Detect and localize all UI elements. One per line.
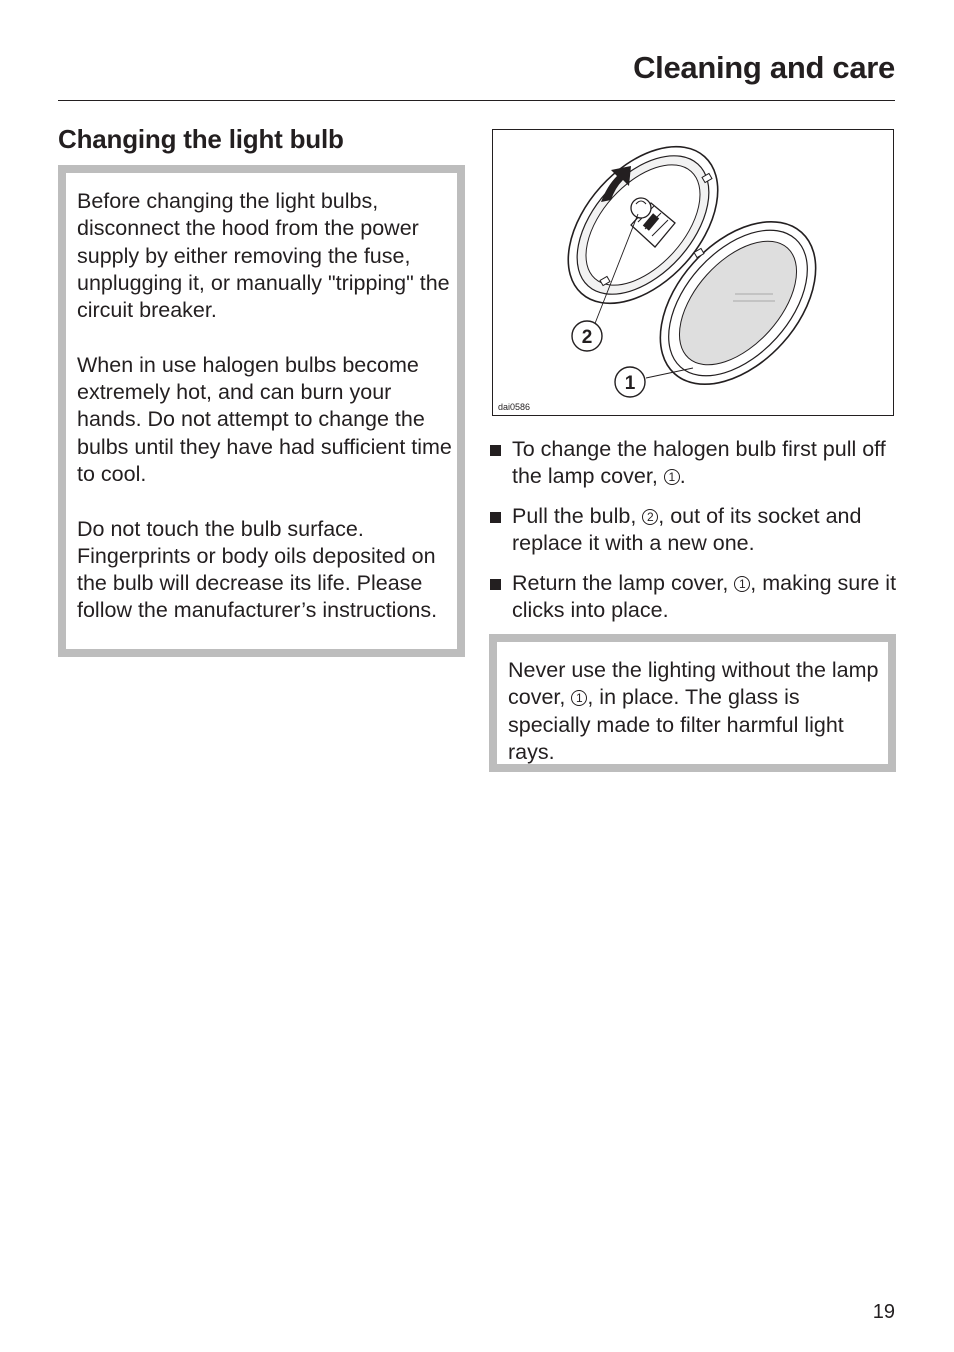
step-text-after: . bbox=[679, 464, 686, 489]
section-title: Changing the light bulb bbox=[58, 124, 344, 154]
step-item bbox=[488, 436, 898, 491]
warning-paragraph-power: Before changing the light bulbs, disconnect the hood from the power supply by either removing the fuse, unplugging it, or manually "tripping" the circuit breaker. bbox=[77, 189, 450, 323]
reference-number-icon: 1 bbox=[664, 469, 680, 485]
warning-box-right bbox=[489, 634, 896, 772]
warning-paragraph-heat: When in use halogen bulbs become extremely hot, and can burn your hands. Do not attempt to change the bulbs until they have had sufficient time to cool. bbox=[77, 352, 452, 486]
square-bullet-icon bbox=[490, 445, 501, 456]
halogen-bulb bbox=[631, 198, 651, 218]
square-bullet-icon bbox=[490, 579, 501, 590]
instruction-steps bbox=[488, 436, 898, 637]
warning-cover-before: Never use the lighting without the lamp cover, bbox=[508, 658, 879, 710]
step-text-before: To change the halogen bulb first pull off the lamp cover, bbox=[512, 437, 886, 489]
warning-cover-text bbox=[508, 657, 888, 766]
warning-cover-after: , in place. The glass is specially made to filter harmful light rays. bbox=[508, 685, 844, 764]
warning-paragraph-touch: Do not touch the bulb surface. Fingerprints or body oils deposited on the bulb will decrease its life. Please follow the manufacturer’s instructions. bbox=[77, 516, 438, 623]
step-text-before: Return the lamp cover, bbox=[512, 571, 735, 596]
callout-2-label: 2 bbox=[581, 327, 593, 348]
page-number: 19 bbox=[872, 1301, 895, 1323]
step-text-after: , making sure it clicks into place. bbox=[512, 571, 897, 623]
square-bullet-icon bbox=[490, 512, 501, 523]
step-text-after: , out of its socket and replace it with a new one. bbox=[512, 504, 862, 556]
figure-code: dai0586 bbox=[498, 402, 531, 412]
reference-number-icon: 1 bbox=[571, 690, 587, 706]
lamp-illustration bbox=[492, 129, 894, 416]
step-item bbox=[488, 570, 898, 625]
warning-box-left bbox=[58, 165, 465, 657]
reference-number-icon: 2 bbox=[642, 509, 658, 525]
reference-number-icon: 1 bbox=[734, 576, 750, 592]
page-header-title: Cleaning and care bbox=[633, 50, 895, 85]
step-text-before: Pull the bulb, bbox=[512, 504, 643, 529]
header-divider bbox=[58, 100, 895, 101]
lamp-drawing bbox=[493, 130, 895, 417]
step-item bbox=[488, 503, 898, 558]
callout-1-label: 1 bbox=[624, 373, 636, 394]
